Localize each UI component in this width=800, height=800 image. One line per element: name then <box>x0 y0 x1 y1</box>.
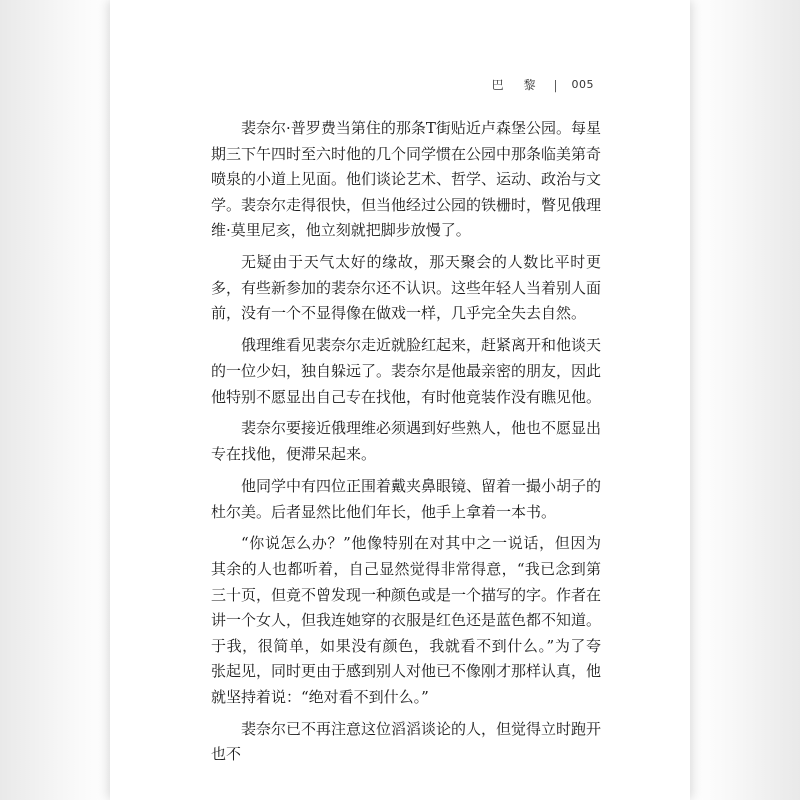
page-number: 005 <box>571 78 594 91</box>
paragraph: 裴奈尔已不再注意这位滔滔谈论的人，但觉得立时跑开也不 <box>211 719 602 764</box>
paragraph: “你说怎么办？”他像特别在对其中之一说话，但因为其余的人也都听着，自己显然觉得非常得意，“我已念到第三十页，但竟不曾发现一种颜色或是一个描写的字。作者在讲一个女人，但我连她穿的衣服是红色还是蓝色都不知道。于我，很简单，如果没有颜色，我就看不到什么。”为了夸张起见，同时更由于感到别人对他已不像刚才那样认真，他就坚持着说：“绝对看不到什么。” <box>211 534 602 706</box>
header-separator: | <box>553 77 558 92</box>
paragraph: 裴奈尔·普罗费当第住的那条T街贴近卢森堡公园。每星期三下午四时至六时他的几个同学惯在公园中那条临美第奇喷泉的小道上见面。他们谈论艺术、哲学、运动、政治与文学。裴奈尔走得很快，但当他经过公园的铁栅时，瞥见俄理维·莫里尼亥，他立刻就把脚步放慢了。 <box>211 119 602 240</box>
paragraph: 俄理维看见裴奈尔走近就脸红起来，赶紧离开和他谈天的一位少妇，独自躲远了。裴奈尔是他最亲密的朋友，因此他特别不愿显出自己专在找他，有时他竟装作没有瞧见他。 <box>211 336 602 406</box>
paragraph: 他同学中有四位正围着戴夹鼻眼镜、留着一撮小胡子的杜尔美。后者显然比他们年长，他手上拿着一本书。 <box>211 476 602 521</box>
paragraph: 无疑由于天气太好的缘故，那天聚会的人数比平时更多，有些新参加的裴奈尔还不认识。这些年轻人当着别人面前，没有一个不显得像在做戏一样，几乎完全失去自然。 <box>211 253 602 323</box>
book-page <box>110 0 690 800</box>
body-text <box>211 116 601 768</box>
running-header <box>492 76 594 93</box>
paragraph: 裴奈尔要接近俄理维必须遇到好些熟人，他也不愿显出专在找他，便滞呆起来。 <box>211 419 602 464</box>
chapter-title: 巴 黎 <box>491 78 544 92</box>
